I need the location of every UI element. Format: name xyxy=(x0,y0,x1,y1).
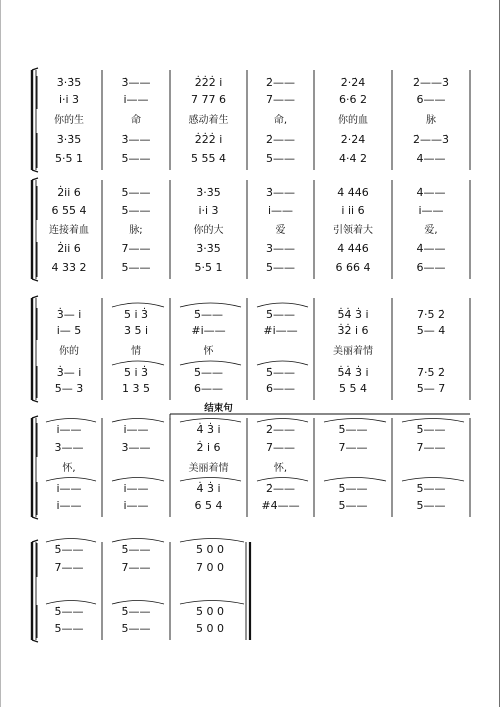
system-bracket-bottom xyxy=(32,400,38,402)
tie-arc xyxy=(324,419,386,423)
lyric-text: 脉 xyxy=(426,115,436,126)
lyric-text: 连接着血 xyxy=(49,225,89,236)
note-group: 5—— xyxy=(416,499,446,512)
lyric-text: 命 xyxy=(131,115,141,126)
note-group: 5 i 3̇ xyxy=(123,308,149,321)
tie-arc xyxy=(180,478,241,482)
note-group: i—— xyxy=(123,93,149,106)
tie-arc xyxy=(46,601,96,605)
tie-arc xyxy=(180,601,244,605)
note-group: #i—— xyxy=(263,324,298,337)
note-group: 4̇ 4̇4̇6 xyxy=(337,186,369,199)
lyric-text: 你的血 xyxy=(338,115,368,126)
note-group: 5̇—— xyxy=(266,308,295,321)
coda-label: 结束句 xyxy=(204,403,233,414)
system-bracket-top xyxy=(32,68,38,70)
note-group: 4 33 2 xyxy=(51,261,87,274)
tie-arc xyxy=(324,478,386,482)
note-group: 7—— xyxy=(266,441,295,454)
note-group: 6 66 4 xyxy=(335,261,371,274)
tie-arc xyxy=(112,303,164,307)
note-group: i—— xyxy=(123,482,149,495)
tie-arc xyxy=(402,419,464,423)
note-group: i ii 6 xyxy=(341,204,365,217)
lyric-text: 美丽着情 xyxy=(333,346,373,357)
note-group: 2̇—— xyxy=(266,76,295,89)
note-group: 4̇—— xyxy=(416,186,446,199)
lyric-text: 爱, xyxy=(424,225,438,236)
lyric-text: 怀 xyxy=(203,346,214,357)
note-group: 4—— xyxy=(416,152,446,165)
note-group: 4̇ 3̇ i xyxy=(196,423,221,436)
note-group: 5̇—— xyxy=(416,482,446,495)
tie-arc xyxy=(180,303,241,307)
note-group: 3̇—— xyxy=(121,133,151,146)
note-group: 6 55 4 xyxy=(51,204,87,217)
tie-arc xyxy=(112,419,164,423)
note-group: 3—— xyxy=(266,242,295,255)
system-bracket-top xyxy=(32,540,38,542)
system-bracket-top xyxy=(32,178,38,180)
note-group: 3̇2̇ i 6 xyxy=(337,324,369,337)
system-bracket-top xyxy=(32,416,38,418)
tie-arc xyxy=(112,539,164,543)
tie-arc xyxy=(257,478,308,482)
note-group: 7—— xyxy=(54,561,84,574)
note-group: 3̇— i xyxy=(56,308,82,321)
lyric-text: 你的 xyxy=(59,346,79,357)
tie-arc xyxy=(257,303,308,307)
note-group: 5 0 0 xyxy=(196,622,224,635)
system-bracket-bottom xyxy=(32,517,38,519)
system-bracket-bottom xyxy=(32,279,38,281)
note-group: 7 0 0 xyxy=(196,561,224,574)
lyric-text: 感动着生 xyxy=(188,115,229,126)
lyric-text: 命, xyxy=(273,115,288,126)
note-group: 5̇—— xyxy=(54,605,84,618)
note-group: 5̇—— xyxy=(121,605,151,618)
note-group: 2̇—— xyxy=(266,423,295,436)
note-group: 1 3 5 xyxy=(122,382,150,395)
note-group: 5—— xyxy=(121,261,151,274)
note-group: i—— xyxy=(123,423,149,436)
note-group: 5—— xyxy=(121,186,151,199)
note-group: 4̇—— xyxy=(416,242,446,255)
note-group: 7—— xyxy=(266,93,295,106)
lyric-text: 你的大 xyxy=(193,225,224,236)
note-group: 7—— xyxy=(338,441,368,454)
note-group: 6·6 2 xyxy=(339,93,367,106)
tie-arc xyxy=(112,601,164,605)
note-group: 2̇·2̇4 xyxy=(340,133,366,146)
note-group: 5̇—— xyxy=(416,423,446,436)
note-group: 5̇—— xyxy=(194,308,223,321)
tie-arc xyxy=(46,478,96,482)
note-group: 7—— xyxy=(121,242,151,255)
system-bracket-top xyxy=(32,296,38,298)
lyric-text: 怀, xyxy=(62,463,76,474)
note-group: 5— 4 xyxy=(416,324,446,337)
lyric-text: 情 xyxy=(131,346,141,357)
tie-arc xyxy=(180,361,241,365)
tie-arc xyxy=(112,361,164,365)
note-group: i— 5 xyxy=(56,324,82,337)
note-group: 2̇ i 6 xyxy=(196,441,221,454)
note-group: 3̇—— xyxy=(266,186,295,199)
note-group: 4̇ 3̇ i xyxy=(196,482,221,495)
note-group: i—— xyxy=(123,499,149,512)
tie-arc xyxy=(180,419,241,423)
note-group: 5 5 4 xyxy=(339,382,367,395)
note-group: 5̇4̇ 3̇ i xyxy=(337,308,369,321)
tie-arc xyxy=(402,478,464,482)
note-group: i—— xyxy=(267,204,294,217)
note-group: 3̇—— xyxy=(121,76,151,89)
note-group: 5̇—— xyxy=(338,423,368,436)
note-group: i—— xyxy=(56,482,82,495)
note-group: 5·5 1 xyxy=(194,261,223,274)
note-group: 5̇—— xyxy=(54,543,84,556)
note-group: 5·5 1 xyxy=(55,152,83,165)
lyric-text: 引领着大 xyxy=(333,225,373,236)
note-group: 5—— xyxy=(121,152,151,165)
note-group: 3̇— i xyxy=(56,366,82,379)
note-group: 7 77 6 xyxy=(191,93,226,106)
note-group: 5̇4̇ 3̇ i xyxy=(337,366,369,379)
note-group: 5̇ 0 0 xyxy=(196,543,224,556)
note-group: 5 55 4 xyxy=(191,152,226,165)
note-group: 5—— xyxy=(121,622,151,635)
note-group: 7—— xyxy=(121,561,151,574)
note-group: 5—— xyxy=(266,152,295,165)
note-group: 2̇ii 6 xyxy=(57,242,81,255)
note-group: 5̇—— xyxy=(121,543,151,556)
note-group: 6—— xyxy=(416,261,446,274)
note-group: 4·4 2 xyxy=(339,152,367,165)
note-group: 6 5 4 xyxy=(194,499,223,512)
note-group: 5—— xyxy=(121,204,151,217)
tie-arc xyxy=(46,539,96,543)
note-group: 5̇—— xyxy=(266,366,295,379)
note-group: 2̇2̇2̇ i xyxy=(194,133,223,146)
note-group: 6—— xyxy=(194,382,223,395)
note-group: 2̇——3̇ xyxy=(413,76,449,89)
note-group: 3̇·3̇5 xyxy=(196,186,221,199)
note-group: 2̇—— xyxy=(266,133,295,146)
note-group: 3̇·3̇5 xyxy=(196,242,221,255)
lyric-text: 脉; xyxy=(129,225,143,236)
note-group: i·i 3 xyxy=(198,204,219,217)
note-group: 5— 7 xyxy=(416,382,446,395)
note-group: 5—— xyxy=(54,622,84,635)
lyric-text: 爱 xyxy=(275,225,286,236)
tie-arc xyxy=(257,361,308,365)
note-group: 3 5 i xyxy=(123,324,149,337)
note-group: 7—— xyxy=(416,441,446,454)
tie-arc xyxy=(257,419,308,423)
note-group: 2̇·2̇4 xyxy=(340,76,366,89)
note-group: 3—— xyxy=(54,441,84,454)
note-group: 5— 3 xyxy=(54,382,84,395)
system-bracket-bottom xyxy=(32,640,38,642)
note-group: 5—— xyxy=(338,499,368,512)
note-group: 5—— xyxy=(266,261,295,274)
note-group: 6—— xyxy=(416,93,446,106)
tie-arc xyxy=(46,419,96,423)
note-group: #4—— xyxy=(261,499,300,512)
note-group: 4̇ 4̇4̇6 xyxy=(337,242,369,255)
note-group: 2̇ii 6 xyxy=(57,186,81,199)
note-group: 3̇·3̇5 xyxy=(56,76,82,89)
note-group: 2̇——3̇ xyxy=(413,133,449,146)
note-group: 5 i 3̇ xyxy=(123,366,149,379)
note-group: 6—— xyxy=(266,382,295,395)
note-group: #i—— xyxy=(191,324,226,337)
note-group: i—— xyxy=(56,499,82,512)
system-bracket-bottom xyxy=(32,170,38,172)
note-group: 2̇—— xyxy=(266,482,295,495)
lyric-text: 怀, xyxy=(273,463,288,474)
tie-arc xyxy=(112,478,164,482)
note-group: 7·5 2̇ xyxy=(417,308,445,321)
note-group: i—— xyxy=(418,204,444,217)
note-group: i·i 3 xyxy=(58,93,80,106)
note-group: 3—— xyxy=(121,441,151,454)
lyric-text: 你的生 xyxy=(54,115,84,126)
note-group: 7·5 2̇ xyxy=(417,366,445,379)
lyric-text: 美丽着情 xyxy=(188,463,229,474)
note-group: 2̇2̇2̇ i xyxy=(194,76,223,89)
tie-arc xyxy=(180,539,244,543)
note-group: 5̇—— xyxy=(194,366,223,379)
note-group: 3̇·3̇5 xyxy=(56,133,82,146)
note-group: i—— xyxy=(56,423,82,436)
note-group: 5̇ 0 0 xyxy=(196,605,224,618)
note-group: 5̇—— xyxy=(338,482,368,495)
